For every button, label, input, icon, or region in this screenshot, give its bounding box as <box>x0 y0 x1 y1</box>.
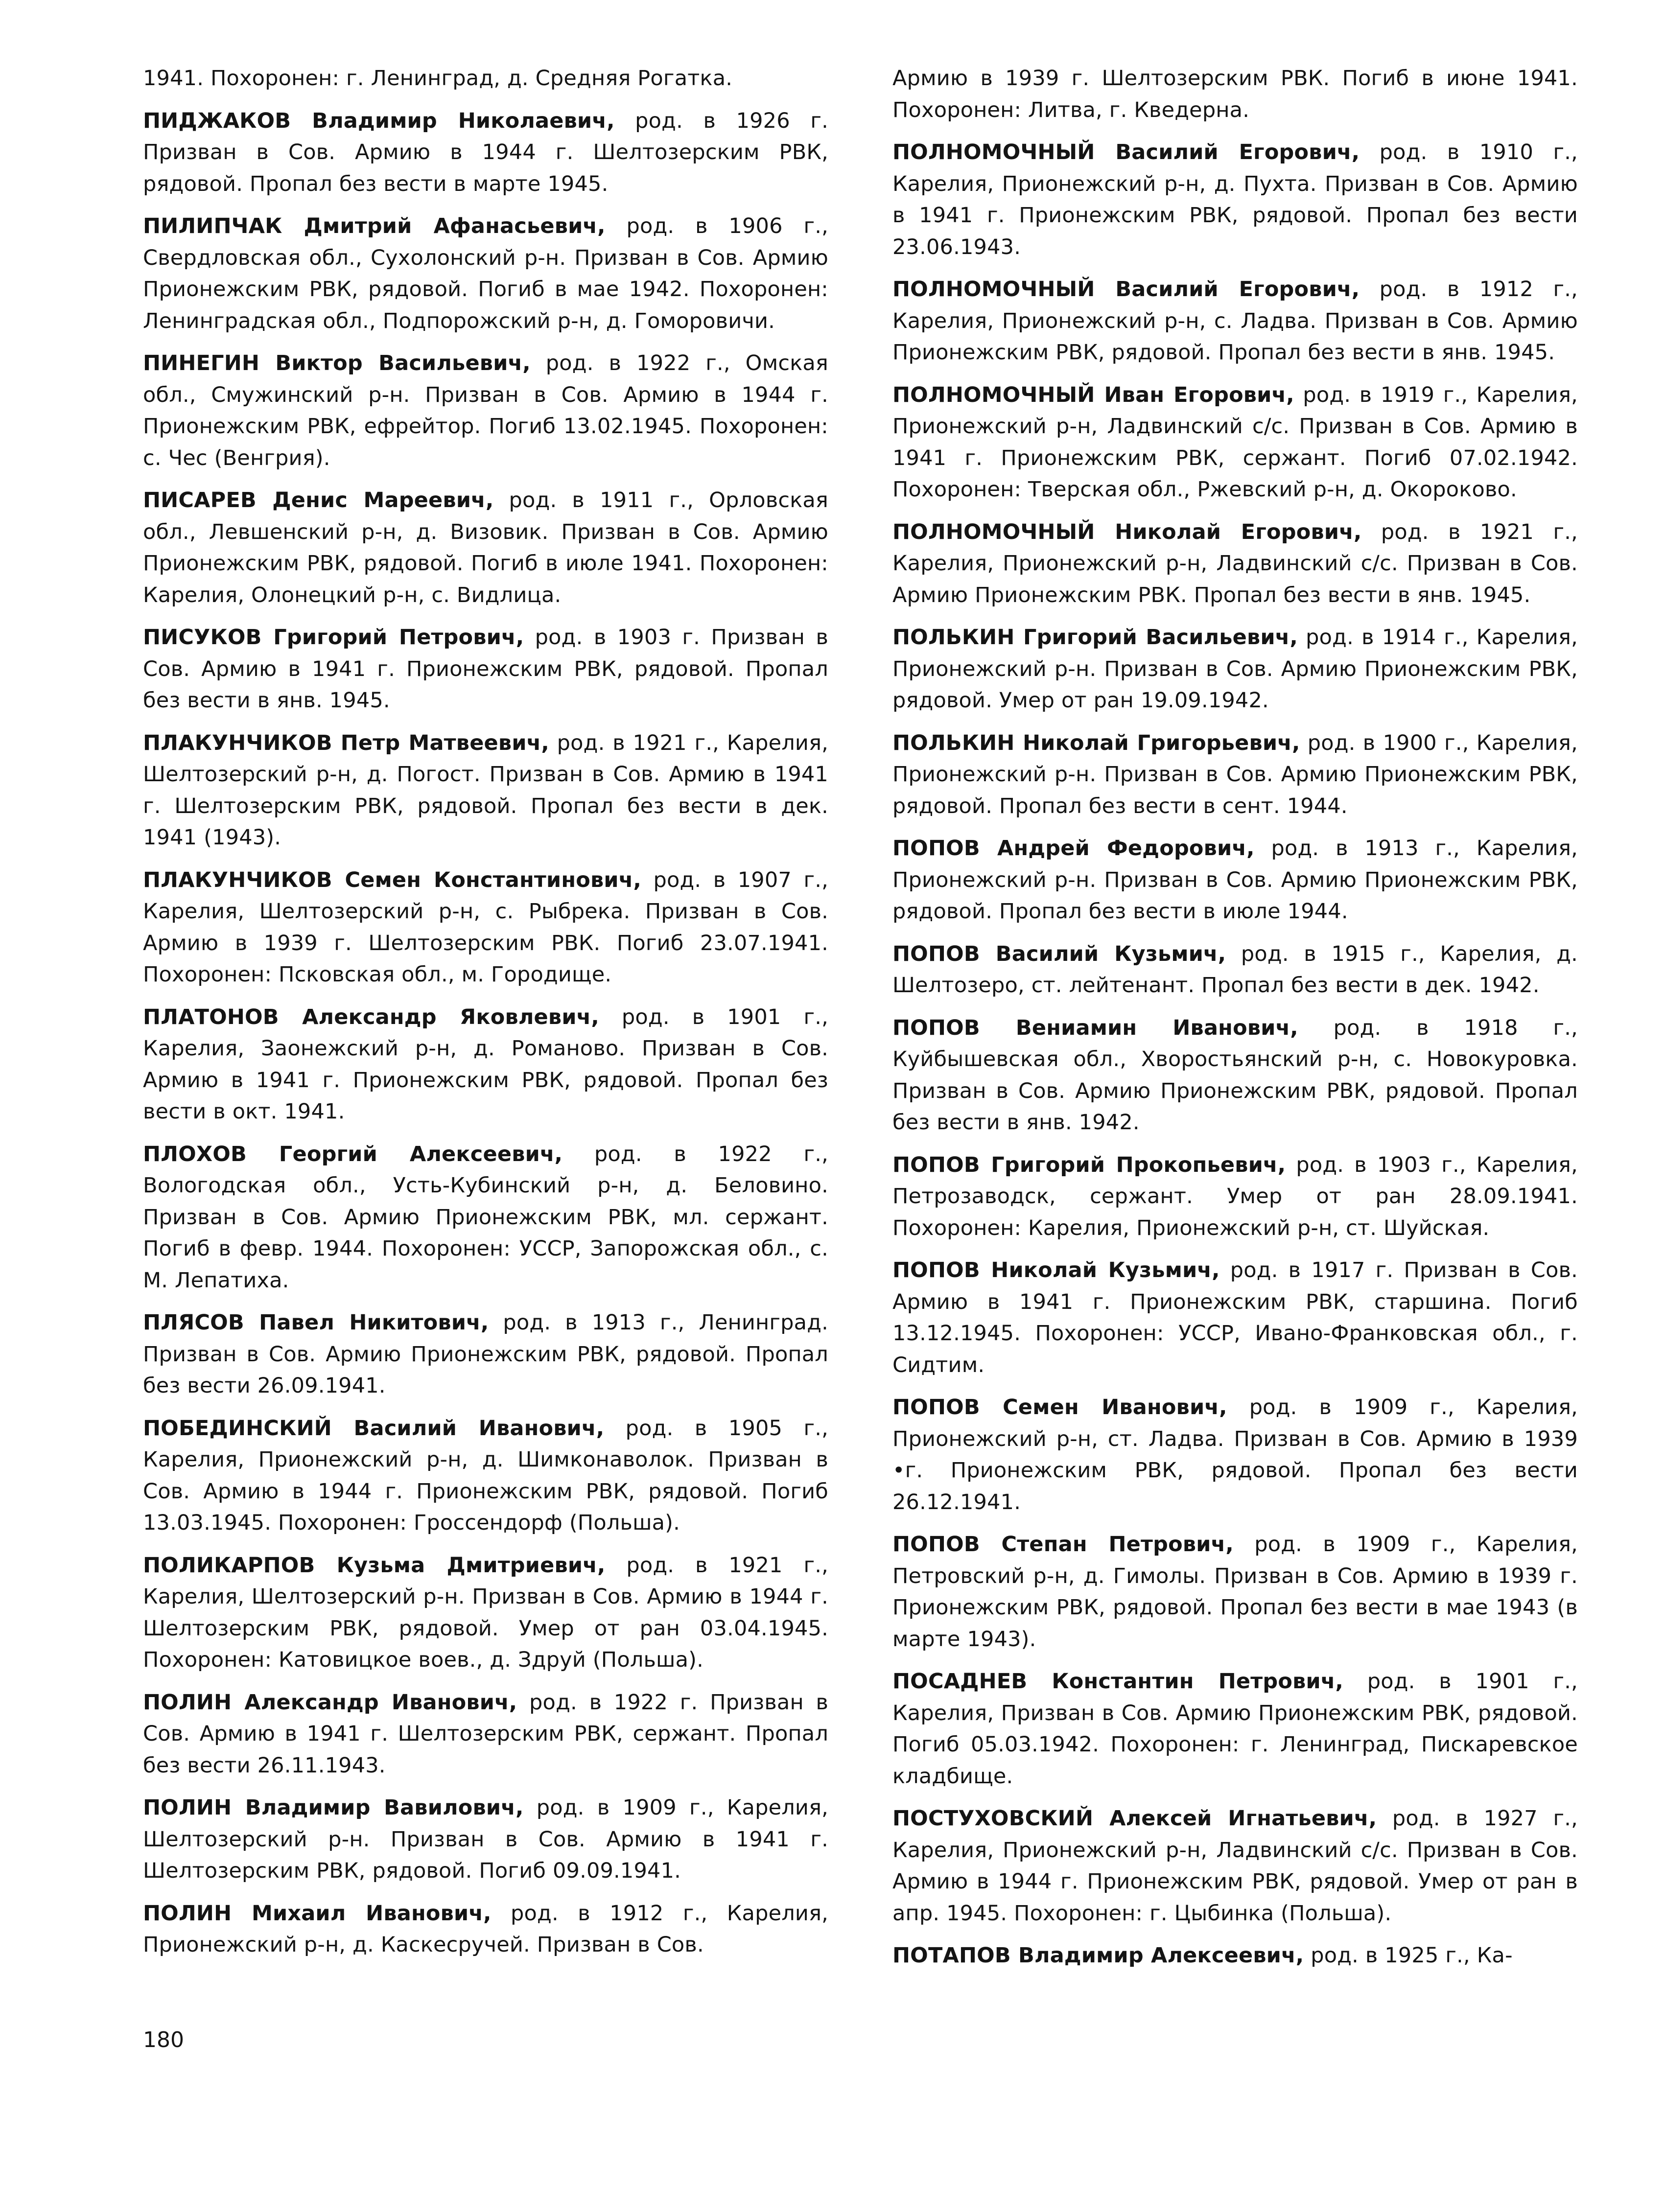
entry-text: род. в 1922 г., Вологодская обл., Усть-Кубинский р-н, д. Беловино. Призван в Сов. Армию Прионежским РВК, мл. сержант. Погиб в февр. 1944. Похоронен: УССР, Запорожская обл., с. М. Лепатиха. <box>143 1141 828 1293</box>
list-item <box>892 1149 1578 1244</box>
entry-name: ПОПОВ Григорий Прокопьевич, <box>892 1152 1286 1177</box>
list-item <box>143 1898 828 1961</box>
list-item <box>892 379 1578 506</box>
list-item <box>892 137 1578 263</box>
entry-name: ПЛЯСОВ Павел Никитович, <box>143 1310 489 1335</box>
entry-text: род. в 1918 г., Куйбышевская обл., Хворостьянский р-н, с. Новокуровка. Призван в Сов. Армию Прионежским РВК, рядовой. Пропал без вести в янв. 1942. <box>892 1015 1578 1135</box>
entry-name: ПОТАПОВ Владимир Алексеевич, <box>892 1943 1304 1968</box>
list-item <box>143 1307 828 1402</box>
entry-text: род. в 1909 г., Карелия, Петровский р-н, д. Гимолы. Призван в Сов. Армию в 1939 г. Прионежским РВК, рядовой. Пропал без вести в мае 1943 (в марте 1943). <box>892 1532 1578 1652</box>
entry-text: род. в 1901 г., Карелия, Заонежский р-н, д. Романово. Призван в Сов. Армию в 1941 г. Прионежским РВК, рядовой. Пропал без вести в окт. 1941. <box>143 1004 828 1124</box>
entry-name: ПОЛИН Михаил Иванович, <box>143 1901 492 1926</box>
entry-text: род. в 1913 г., Карелия, Прионежский р-н. Призван в Сов. Армию Прионежским РВК, рядовой. Пропал без вести в июле 1944. <box>892 836 1578 924</box>
entry-name: ПОПОВ Степан Петрович, <box>892 1532 1234 1557</box>
list-item <box>892 1940 1578 1972</box>
entry-name: ПИДЖАКОВ Владимир Николаевич, <box>143 108 615 133</box>
continuation-text: Армию в 1939 г. Шелтозерским РВК. Погиб в июне 1941. Похоронен: Литва, г. Кведерна. <box>892 66 1578 122</box>
entry-name: ПОПОВ Семен Иванович, <box>892 1395 1227 1420</box>
left-column <box>143 63 828 1972</box>
entry-name: ПИСУКОВ Григорий Петрович, <box>143 625 524 650</box>
list-item <box>143 1001 828 1128</box>
list-item <box>892 938 1578 1001</box>
entry-text: род. в 1914 г., Карелия, Прионежский р-н. Призван в Сов. Армию Прионежским РВК, рядовой. Умер от ран 19.09.1942. <box>892 625 1578 713</box>
entry-name: ПОБЕДИНСКИЙ Василий Иванович, <box>143 1416 605 1441</box>
list-item <box>892 516 1578 611</box>
list-item <box>143 210 828 337</box>
entry-name: ПИНЕГИН Виктор Васильевич, <box>143 351 531 375</box>
entry-name: ПЛАТОНОВ Александр Яковлевич, <box>143 1004 599 1029</box>
entry-text: род. в 1922 г., Омская обл., Смужинский р-н. Призван в Сов. Армию в 1944 г. Прионежским РВК, ефрейтор. Погиб 13.02.1945. Похоронен: с. Чес (Венгрия). <box>143 351 828 470</box>
entry-text: род. в 1925 г., Ка- <box>1304 1943 1513 1968</box>
entry-text: род. в 1901 г., Карелия, Призван в Сов. Армию Прионежским РВК, рядовой. Погиб 05.03.1942. Похоронен: г. Ленинград, Пискаревское кладбище. <box>892 1669 1578 1789</box>
list-item <box>143 105 828 200</box>
entry-text: род. в 1903 г. Призван в Сов. Армию в 1941 г. Прионежским РВК, рядовой. Пропал без вести в янв. 1945. <box>143 625 828 713</box>
entry-text: род. в 1905 г., Карелия, Прионежский р-н, д. Шимконаволок. Призван в Сов. Армию в 1944 г. Прионежским РВК, рядовой. Погиб 13.03.1945. Похоронен: Гроссендорф (Польша). <box>143 1416 828 1535</box>
entry-text: род. в 1906 г., Свердловская обл., Сухолонский р-н. Призван в Сов. Армию Прионежским РВК, рядовой. Погиб в мае 1942. Похоронен: Ленинградская обл., Подпорожский р-н, д. Гоморовичи. <box>143 214 828 333</box>
list-item <box>892 1529 1578 1655</box>
entry-text: род. в 1917 г. Призван в Сов. Армию в 1941 г. Прионежским РВК, старшина. Погиб 13.12.1945. Похоронен: УССР, Ивано-Франковская обл., г. Сидтим. <box>892 1258 1578 1377</box>
list-item <box>892 833 1578 928</box>
entry-name: ПИЛИПЧАК Дмитрий Афанасьевич, <box>143 214 606 238</box>
entry-text: род. в 1909 г., Карелия, Шелтозерский р-н. Призван в Сов. Армию в 1941 г. Шелтозерским РВК, рядовой. Погиб 09.09.1941. <box>143 1795 828 1883</box>
list-item <box>143 727 828 854</box>
entry-name: ПОЛНОМОЧНЫЙ Василий Егорович, <box>892 277 1360 302</box>
entry-name: ПОЛИКАРПОВ Кузьма Дмитриевич, <box>143 1553 606 1578</box>
entry-text: род. в 1910 г., Карелия, Прионежский р-н, д. Пухта. Призван в Сов. Армию в 1941 г. Прионежским РВК, рядовой. Пропал без вести 23.06.1943. <box>892 140 1578 259</box>
list-item <box>143 1550 828 1676</box>
continuation-text: 1941. Похоронен: г. Ленинград, д. Средняя Рогатка. <box>143 66 733 91</box>
list-item <box>892 622 1578 717</box>
entry-name: ПИСАРЕВ Денис Мареевич, <box>143 488 494 512</box>
list-item <box>892 1012 1578 1139</box>
entry-name: ПЛАКУНЧИКОВ Семен Константинович, <box>143 867 641 892</box>
entry-name: ПОПОВ Николай Кузьмич, <box>892 1258 1220 1282</box>
list-item <box>892 1803 1578 1929</box>
entry-text: род. в 1919 г., Карелия, Прионежский р-н, Ладвинский с/с. Призван в Сов. Армию в 1941 г. Прионежским РВК, сержант. Погиб 07.02.1942. Похоронен: Тверская обл., Ржевский р-н, д. Окороково. <box>892 382 1578 502</box>
entry-text: род. в 1911 г., Орловская обл., Левшенский р-н, д. Визовик. Призван в Сов. Армию Прионежским РВК, рядовой. Погиб в июле 1941. Похоронен: Карелия, Олонецкий р-н, с. Видлица. <box>143 488 828 607</box>
entry-name: ПОПОВ Вениамин Иванович, <box>892 1015 1298 1040</box>
entry-name: ПЛОХОВ Георгий Алексеевич, <box>143 1141 563 1166</box>
entry-name: ПОСАДНЕВ Константин Петрович, <box>892 1669 1344 1694</box>
list-item <box>143 622 828 717</box>
list-item <box>892 274 1578 369</box>
entry-text: род. в 1922 г. Призван в Сов. Армию в 1941 г. Шелтозерским РВК, сержант. Пропал без вести 26.11.1943. <box>143 1690 828 1778</box>
entry-name: ПОЛИН Владимир Вавилович, <box>143 1795 524 1820</box>
page-number: 180 <box>143 2027 184 2052</box>
right-column <box>892 63 1578 1982</box>
entry-text: род. в 1921 г., Карелия, Прионежский р-н, Ладвинский с/с. Призван в Сов. Армию Прионежским РВК. Пропал без вести в янв. 1945. <box>892 519 1578 607</box>
entry-text: род. в 1912 г., Карелия, Прионежский р-н, с. Ладва. Призван в Сов. Армию Прионежским РВК, рядовой. Пропал без вести в янв. 1945. <box>892 277 1578 365</box>
entry-text: род. в 1913 г., Ленинград. Призван в Сов. Армию Прионежским РВК, рядовой. Пропал без вести 26.09.1941. <box>143 1310 829 1398</box>
entry-text: род. в 1921 г., Карелия, Шелтозерский р-н. Призван в Сов. Армию в 1944 г. Шелтозерским РВК, рядовой. Умер от ран 03.04.1945. Похоронен: Катовицкое воев., д. Здруй (Польша). <box>143 1553 828 1672</box>
entry-name: ПОЛНОМОЧНЫЙ Василий Егорович, <box>892 140 1360 164</box>
entry-text: род. в 1926 г. Призван в Сов. Армию в 1944 г. Шелтозерским РВК, рядовой. Пропал без вести в марте 1945. <box>143 108 828 196</box>
list-item <box>143 485 828 611</box>
list-item <box>892 1392 1578 1518</box>
list-item <box>892 1255 1578 1381</box>
entry-name: ПОЛЬКИН Григорий Васильевич, <box>892 625 1298 650</box>
entry-text: род. в 1903 г., Карелия, Петрозаводск, сержант. Умер от ран 28.09.1941. Похоронен: Карелия, Прионежский р-н, ст. Шуйская. <box>892 1152 1578 1240</box>
list-item <box>892 727 1578 822</box>
entry-name: ПЛАКУНЧИКОВ Петр Матвеевич, <box>143 730 549 755</box>
entry-name: ПОПОВ Андрей Федорович, <box>892 836 1255 861</box>
entry-name: ПОПОВ Василий Кузьмич, <box>892 941 1226 966</box>
entry-name: ПОЛНОМОЧНЫЙ Иван Егорович, <box>892 382 1294 407</box>
list-item <box>143 1687 828 1782</box>
entry-text: род. в 1927 г., Карелия, Прионежский р-н, Ладвинский с/с. Призван в Сов. Армию в 1944 г. Прионежским РВК, рядовой. Умер от ран в апр. 1945. Похоронен: г. Цыбинка (Польша). <box>892 1806 1578 1926</box>
list-item <box>892 1666 1578 1792</box>
entry-text: род. в 1909 г., Карелия, Прионежский р-н, ст. Ладва. Призван в Сов. Армию в 1939 •г. Прионежским РВК, рядовой. Пропал без вести 26.12.1941. <box>892 1395 1578 1514</box>
entry-name: ПОЛНОМОЧНЫЙ Николай Егорович, <box>892 519 1362 544</box>
entry-name: ПОЛИН Александр Иванович, <box>143 1690 517 1715</box>
entry-text: род. в 1912 г., Карелия, Прионежский р-н, д. Каскесручей. Призван в Сов. <box>143 1901 828 1957</box>
entry-text: род. в 1907 г., Карелия, Шелтозерский р-н, с. Рыбрека. Призван в Сов. Армию в 1939 г. Шелтозерским РВК. Погиб 23.07.1941. Похоронен: Псковская обл., м. Городище. <box>143 867 828 987</box>
entry-text: род. в 1900 г., Карелия, Прионежский р-н. Призван в Сов. Армию Прионежским РВК, рядовой. Пропал без вести в сент. 1944. <box>892 730 1578 818</box>
entry-name: ПОЛЬКИН Николай Григорьевич, <box>892 730 1300 755</box>
list-item <box>143 1413 828 1539</box>
list-item <box>143 864 828 991</box>
entry-text: род. в 1915 г., Карелия, д. Шелтозеро, ст. лейтенант. Пропал без вести в дек. 1942. <box>892 941 1578 998</box>
entry-name: ПОСТУХОВСКИЙ Алексей Игнатьевич, <box>892 1806 1377 1831</box>
list-item <box>143 1792 828 1887</box>
list-item <box>143 1139 828 1297</box>
list-item <box>143 348 828 474</box>
entry-text: род. в 1921 г., Карелия, Шелтозерский р-н, д. Погост. Призван в Сов. Армию в 1941 г. Шелтозерским РВК, рядовой. Пропал без вести в дек. 1941 (1943). <box>143 730 829 850</box>
